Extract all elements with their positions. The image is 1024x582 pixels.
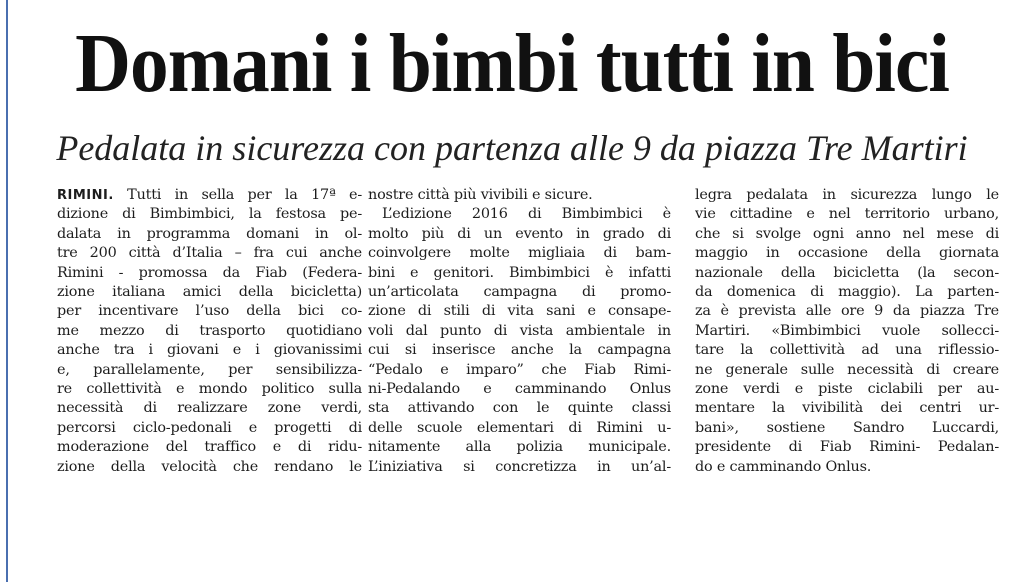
article-line: per incentivare l’uso della bici co- <box>57 303 362 320</box>
article-line: cui si inserisce anche la campagna <box>368 342 671 359</box>
article-line: anche tra i giovani e i giovanissimi <box>57 342 362 359</box>
article-line: Rimini - promossa da Fiab (Federa- <box>57 264 362 281</box>
article-subtitle: Pedalata in sicurezza con partenza alle 9 da piazza Tre Martiri <box>56 128 968 168</box>
article-line: che si svolge ogni anno nel mese di <box>695 225 999 242</box>
article-line: me mezzo di trasporto quotidiano <box>57 322 362 339</box>
page-edge-line <box>6 0 8 582</box>
article-line: presidente di Fiab Rimini- Pedalan- <box>695 439 999 456</box>
article-line: nostre città più vivibili e sicure. <box>368 187 593 203</box>
article-line: nazionale della bicicletta (la secon- <box>695 264 999 281</box>
article-line: nitamente alla polizia municipale. <box>368 439 671 456</box>
article-column-3 <box>695 186 999 477</box>
article-line: vie cittadine e nel territorio urbano, <box>695 206 999 223</box>
article-line: legra pedalata in sicurezza lungo le <box>695 187 999 203</box>
article-line: zione della velocità che rendano le <box>57 458 362 475</box>
article-line: ne generale sulle necessità di creare <box>695 361 999 378</box>
article-line: tare la collettività ad una riflessio- <box>695 342 999 359</box>
article-line: coinvolgere molte migliaia di bam- <box>368 245 671 262</box>
article-line: dizione di Bimbimbici, la festosa pe- <box>57 206 362 223</box>
article-line: dalata in programma domani in ol- <box>57 225 362 242</box>
article-line: sta attivando con le quinte classi <box>368 400 671 417</box>
article-line <box>57 186 362 205</box>
article-line: bini e genitori. Bimbimbici è infatti <box>368 264 671 281</box>
article-line: da domenica di maggio). La parten- <box>695 284 999 301</box>
article-line: un’articolata campagna di promo- <box>368 284 671 301</box>
article-column-2 <box>368 186 671 477</box>
article-line: zione italiana amici della bicicletta) <box>57 284 362 301</box>
article-line: ni-Pedalando e camminando Onlus <box>368 381 671 398</box>
article-line: mentare la vivibilità dei centri ur- <box>695 400 999 417</box>
article-headline: Domani i bimbi tutti in bici <box>75 17 949 110</box>
article-line: percorsi ciclo-pedonali e progetti di <box>57 419 362 436</box>
article-line: “Pedalo e imparo” che Fiab Rimi- <box>368 361 671 378</box>
article-line: moderazione del traffico e di ridu- <box>57 439 362 456</box>
article-line: zione di stili di vita sani e consape- <box>368 303 671 320</box>
article-line: tre 200 città d’Italia – fra cui anche <box>57 245 362 262</box>
article-line: bani», sostiene Sandro Luccardi, <box>695 419 999 436</box>
article-line: L’iniziativa si concretizza in un’al- <box>368 458 671 475</box>
article-line: delle scuole elementari di Rimini u- <box>368 419 671 436</box>
article-line-text: Tutti in sella per la 17ª e- <box>113 187 362 203</box>
article-line: maggio in occasione della giornata <box>695 245 999 262</box>
article-line: zone verdi e piste ciclabili per au- <box>695 381 999 398</box>
article-line: necessità di realizzare zone verdi, <box>57 400 362 417</box>
article-line: za è prevista alle ore 9 da piazza Tre <box>695 303 999 320</box>
article-line: voli dal punto di vista ambientale in <box>368 322 671 339</box>
article-line: e, parallelamente, per sensibilizza- <box>57 361 362 378</box>
article-column-1 <box>57 186 362 477</box>
article-line: do e camminando Onlus. <box>695 458 872 475</box>
article-line: re collettività e mondo politico sulla <box>57 381 362 398</box>
article-line: L’edizione 2016 di Bimbimbici è <box>382 206 671 223</box>
dateline: RIMINI. <box>57 188 114 203</box>
article-line: molto più di un evento in grado di <box>368 225 671 242</box>
article-line: Martiri. «Bimbimbici vuole sollecci- <box>695 322 999 339</box>
